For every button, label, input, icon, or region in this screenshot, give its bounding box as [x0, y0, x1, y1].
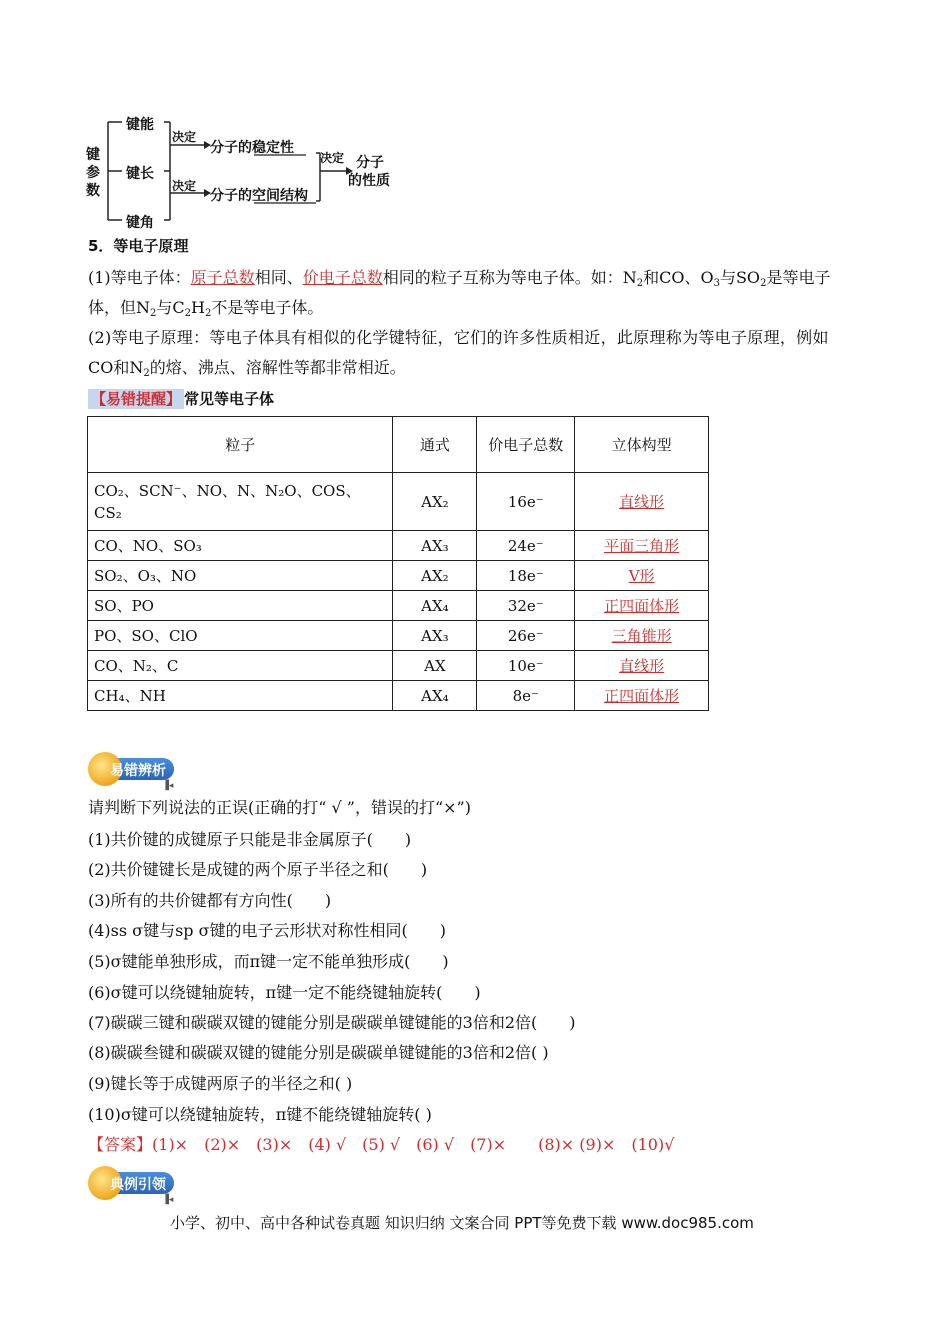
cell-formula: AX₄ — [393, 681, 477, 711]
table-row — [88, 531, 709, 561]
p2-text: 的熔、沸点、溶解性等都非常相近。 — [149, 358, 406, 377]
badge-arrow-icon: ▐◂ — [162, 1195, 174, 1205]
p1-text: 与C — [156, 298, 185, 317]
cell-shape: 正四面体形 — [575, 681, 709, 711]
subscript: 2 — [760, 278, 767, 289]
cell-electrons: 8e⁻ — [477, 681, 575, 711]
quiz-item: (7)碳碳三键和碳碳双键的键能分别是碳碳单键键能的3倍和2倍( ) — [88, 1013, 576, 1032]
table-header-row — [88, 417, 709, 473]
answer-text: (1)× (2)× (3)× (4) √ (5) √ (6) √ (7)× (8)× (9)× (10)√ — [152, 1135, 675, 1154]
cell-electrons: 32e⁻ — [477, 591, 575, 621]
page-footer: 小学、初中、高中各种试卷真题 知识归纳 文案合同 PPT等免费下载 www.doc985.com — [170, 1214, 754, 1232]
hint-title: 常见等电子体 — [184, 390, 275, 408]
diagram-decide-1: 决定 — [172, 130, 197, 144]
subscript: 2 — [150, 308, 157, 319]
p1-text: 相同的粒子互称为等电子体。如：N — [382, 268, 637, 287]
cell-shape: 直线形 — [575, 473, 709, 531]
hint-tag: 【易错提醒】 — [88, 389, 184, 409]
diagram-node-bond-angle: 键角 — [126, 215, 154, 231]
cell-formula: AX₂ — [393, 561, 477, 591]
table-row — [88, 681, 709, 711]
header-particle: 粒子 — [88, 417, 393, 473]
section-heading: 5．等电子原理 — [88, 237, 189, 255]
table-row — [88, 473, 709, 531]
subscript: 2 — [143, 368, 150, 379]
diagram-root: 键参数 — [86, 147, 100, 199]
cell-electrons: 18e⁻ — [477, 561, 575, 591]
cell-electrons: 26e⁻ — [477, 621, 575, 651]
paragraph-2-line-2 — [88, 358, 406, 384]
paragraph-1-line-2 — [88, 298, 323, 324]
badge-label: 典例引领 — [110, 1177, 166, 1193]
header-electrons: 价电子总数 — [477, 417, 575, 473]
cell-electrons: 10e⁻ — [477, 651, 575, 681]
answer-tag: 【答案】 — [88, 1135, 153, 1154]
diagram-decide-2: 决定 — [172, 179, 197, 193]
table-row — [88, 621, 709, 651]
diagram-node-bond-length: 键长 — [126, 166, 154, 182]
p1-text: 是等电子 — [766, 268, 831, 287]
subscript: 3 — [713, 278, 720, 289]
p1-text: 相同、 — [254, 268, 303, 287]
p1-text: (1)等电子体： — [88, 268, 191, 287]
isoelectronic-table — [87, 416, 709, 711]
diagram-decide-3: 决定 — [320, 151, 345, 165]
p1-text: H — [191, 298, 205, 317]
quiz-item: (3)所有的共价键都有方向性( ) — [88, 891, 332, 910]
quiz-item: (10)σ键可以绕键轴旋转，π键不能绕键轴旋转( ) — [88, 1105, 432, 1124]
diagram-final-line2: 的性质 — [348, 173, 390, 189]
quiz-item: (5)σ键能单独形成，而π键一定不能单独形成( ) — [88, 952, 449, 971]
cell-formula: AX₃ — [393, 621, 477, 651]
cell-particle: SO、PO — [88, 591, 393, 621]
cell-shape: 三角锥形 — [575, 621, 709, 651]
diagram-node-bond-energy: 键能 — [126, 117, 154, 133]
cell-particle: CO₂、SCN⁻、NO、N、N₂O、COS、CS₂ — [88, 473, 393, 531]
cell-shape: 平面三角形 — [575, 531, 709, 561]
quiz-intro: 请判断下列说法的正误(正确的打“ √ ”，错误的打“×”) — [88, 798, 471, 817]
p1-text: 体，但N — [88, 298, 151, 317]
cell-electrons: 16e⁻ — [477, 473, 575, 531]
quiz-answer — [88, 1135, 674, 1155]
bond-parameters-diagram — [84, 108, 404, 233]
header-formula: 通式 — [393, 417, 477, 473]
subscript: 2 — [204, 308, 212, 319]
p1-text: 不是等电子体。 — [211, 298, 324, 317]
cell-formula: AX₂ — [393, 473, 477, 531]
cell-electrons: 24e⁻ — [477, 531, 575, 561]
header-shape: 立体构型 — [575, 417, 709, 473]
table-row — [88, 651, 709, 681]
quiz-item: (4)ss σ键与sp σ键的电子云形状对称性相同( ) — [88, 921, 447, 940]
quiz-item: (6)σ键可以绕键轴旋转，π键一定不能绕键轴旋转( ) — [88, 983, 481, 1002]
cell-particle: PO、SO、ClO — [88, 621, 393, 651]
p1-text: 和CO、O — [643, 268, 714, 287]
quiz-item: (8)碳碳叁键和碳碳双键的键能分别是碳碳单键键能的3倍和2倍( ) — [88, 1043, 549, 1062]
section-badge-examples — [88, 1166, 178, 1205]
p1-text: 与SO — [719, 268, 761, 287]
diagram-target-structure: 分子的空间结构 — [210, 188, 308, 204]
cell-particle: SO₂、O₃、NO — [88, 561, 393, 591]
diagram-target-stability: 分子的稳定性 — [210, 140, 294, 156]
table-row — [88, 591, 709, 621]
paragraph-1-line-1 — [88, 268, 830, 294]
diagram-final-line1: 分子 — [356, 155, 384, 171]
cell-formula: AX — [393, 651, 477, 681]
cell-formula: AX₄ — [393, 591, 477, 621]
table-row — [88, 561, 709, 591]
cell-formula: AX₃ — [393, 531, 477, 561]
hint-heading — [88, 388, 274, 410]
p1-answer-1: 原子总数 — [190, 268, 255, 287]
cell-particle: CH₄、NH — [88, 681, 393, 711]
cell-shape: 直线形 — [575, 651, 709, 681]
badge-arrow-icon: ▐◂ — [162, 781, 174, 791]
p2-text: CO和N — [88, 358, 144, 377]
cell-particle: CO、NO、SO₃ — [88, 531, 393, 561]
subscript: 2 — [636, 278, 644, 289]
quiz-item: (9)键长等于成键两原子的半径之和( ) — [88, 1074, 353, 1093]
cell-shape: 正四面体形 — [575, 591, 709, 621]
section-badge-error-analysis — [88, 752, 178, 791]
subscript: 2 — [184, 308, 192, 319]
badge-label: 易错辨析 — [110, 763, 166, 779]
quiz-item: (1)共价键的成键原子只能是非金属原子( ) — [88, 830, 412, 849]
quiz-item: (2)共价键键长是成键的两个原子半径之和( ) — [88, 860, 428, 879]
cell-shape: V形 — [575, 561, 709, 591]
paragraph-2-line-1: (2)等电子原理：等电子体具有相似的化学键特征，它们的许多性质相近，此原理称为等电子原理，例如 — [88, 328, 829, 347]
cell-particle: CO、N₂、C — [88, 651, 393, 681]
p1-answer-2: 价电子总数 — [302, 268, 383, 287]
